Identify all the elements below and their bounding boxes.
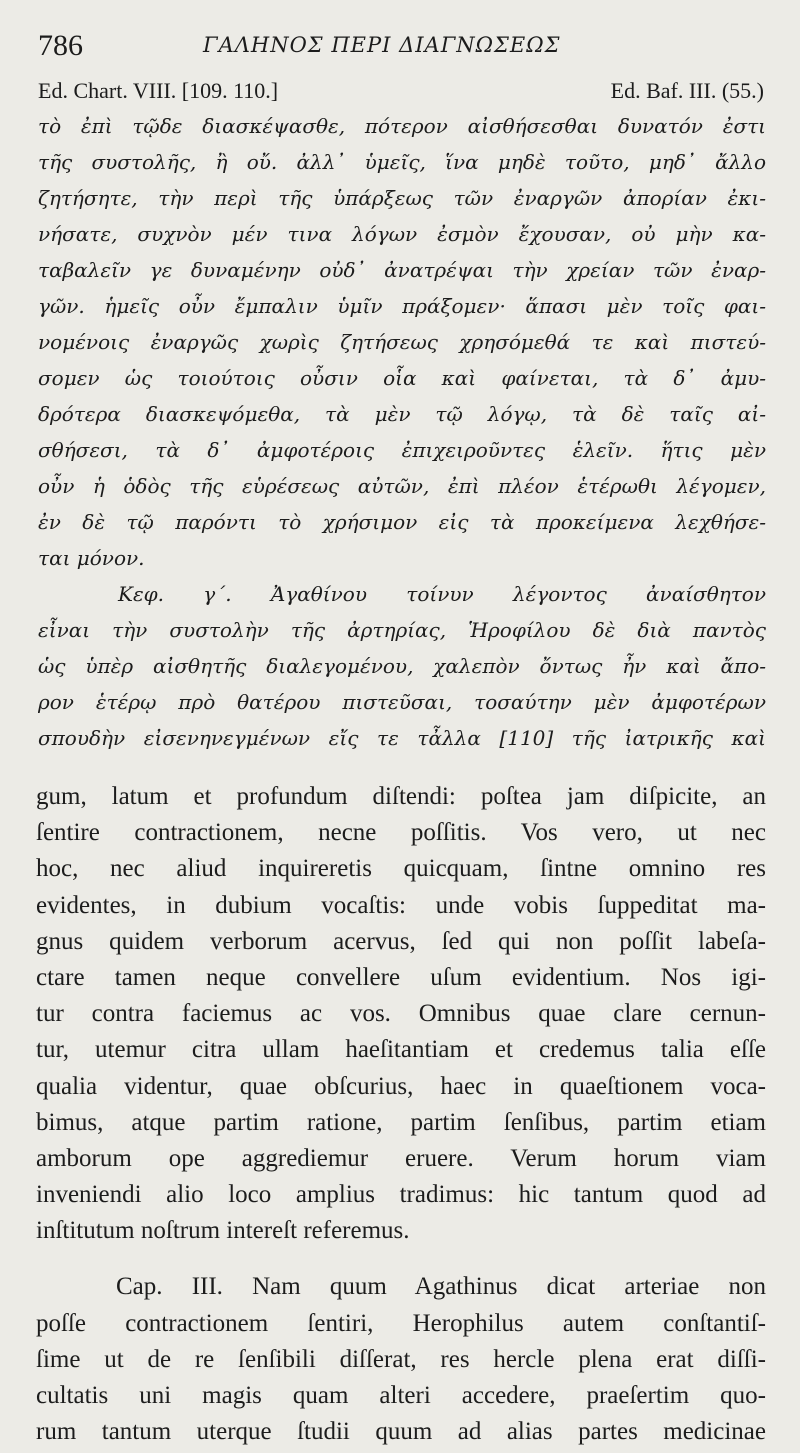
greek-line: τῆς συστολῆς, ἢ οὔ. ἀλλ᾽ ὑμεῖς, ἵνα μηδὲ τοῦτο, μηδ᾽ ἄλλο	[38, 150, 766, 174]
edition-chartier: Ed. Chart. VIII. [109. 110.]	[38, 78, 279, 103]
latin-line: inſtitutum noſtrum intereſt referemus.	[36, 1217, 410, 1245]
latin-line: hoc, nec aliud inquireretis quicquam, ſintne omnino res	[36, 855, 766, 883]
edition-references	[38, 76, 764, 106]
greek-line: νήσατε, συχνὸν μέν τινα λόγων ἐσμὸν ἔχουσαν, οὐ μὴν κα-	[38, 222, 766, 246]
running-title: ΓΑΛΗΝΟΣ ΠΕΡΙ ΔΙΑΓΝΩΣΕΩΣ	[203, 33, 561, 57]
greek-line: νομένοις ἐναργῶς χωρὶς ζητήσεως χρησόμεθά τε καὶ πιστεύ-	[38, 330, 766, 354]
greek-line: ζητήσητε, τὴν περὶ τῆς ὑπάρξεως τῶν ἐναργῶν ἀπορίαν ἐκι-	[38, 186, 766, 210]
greek-line: ὡς ὑπὲρ αἰσθητῆς διαλεγομένου, χαλεπὸν ὄντως ἦν καὶ ἄπο-	[38, 654, 766, 678]
latin-text-block	[36, 779, 766, 1450]
page-header	[38, 26, 768, 70]
greek-line: τὸ ἐπὶ τῷδε διασκέψασθε, πότερον αἰσθήσεσθαι δυνατόν ἐστι	[38, 114, 766, 138]
greek-line: οὖν ἡ ὁδὸς τῆς εὑρέσεως αὐτῶν, ἐπὶ πλέον ἑτέρωθι λέγομεν,	[38, 474, 766, 498]
paragraph-gap	[36, 1249, 766, 1269]
latin-line: cultatis uni magis quam alteri accedere, praeſertim quo-	[36, 1382, 766, 1409]
latin-line: ſentire contractionem, necne poſſitis. Vos vero, ut nec	[36, 819, 766, 847]
greek-text-block	[38, 108, 766, 756]
greek-line: εἶναι τὴν συστολὴν τῆς ἀρτηρίας, Ἡροφίλου δὲ διὰ παντὸς	[38, 618, 766, 642]
latin-line: ctare tamen neque convellere uſum evidentium. Nos igi-	[36, 963, 766, 991]
greek-line: ρον ἑτέρῳ πρὸ θατέρου πιστεῦσαι, τοσαύτην μὲν ἀμφοτέρων	[38, 690, 766, 714]
latin-line: inveniendi alio loco amplius tradimus: hic tantum quod ad	[36, 1181, 766, 1209]
greek-chapter-heading-line: Κεφ. γ΄. Ἀγαθίνου τοίνυν λέγοντος ἀναίσθητον	[118, 582, 766, 606]
page-number: 786	[38, 29, 83, 62]
greek-line: δρότερα διασκεψόμεθα, τὰ μὲν τῷ λόγῳ, τὰ δὲ ταῖς αἰ-	[38, 402, 766, 426]
latin-line: gnus quidem verborum acervus, ſed qui non poſſit labeſa-	[36, 927, 766, 955]
latin-line: evidentes, in dubium vocaſtis: unde vobis ſuppeditat ma-	[36, 891, 766, 919]
greek-line: σπουδὴν εἰσενηνεγμένων εἴς τε τἆλλα [110] τῆς ἰατρικῆς καὶ	[38, 726, 766, 750]
greek-line: ται μόνον.	[38, 546, 145, 570]
latin-line: qualia videntur, quae obſcurius, haec in quaeſtionem voca-	[36, 1072, 766, 1100]
latin-line: rum tantum uterque ſtudii quum ad alias partes medicinae	[36, 1418, 766, 1446]
latin-line: ſime ut de re ſenſibili diſſerat, res hercle plena erat diſſi-	[36, 1345, 766, 1373]
latin-line: gum, latum et profundum diſtendi: poſtea jam diſpicite, an	[36, 783, 766, 810]
latin-line: bimus, atque partim ratione, partim ſenſibus, partim etiam	[36, 1108, 766, 1136]
greek-line: σομεν ὡς τοιούτοις οὖσιν οἷα καὶ φαίνεται, τὰ δ᾽ ἀμυ-	[38, 366, 766, 390]
greek-line: ἐν δὲ τῷ παρόντι τὸ χρήσιμον εἰς τὰ προκείμενα λεχθήσε-	[38, 510, 766, 534]
latin-line: tur contra faciemus ac vos. Omnibus quae clare cernun-	[36, 1000, 766, 1028]
edition-basel: Ed. Baf. III. (55.)	[610, 78, 764, 103]
greek-line: σθήσεσι, τὰ δ᾽ ἀμφοτέροις ἐπιχειροῦντες ἑλεῖν. ἥτις μὲν	[38, 438, 766, 462]
greek-line: ταβαλεῖν γε δυναμένην οὐδ᾽ ἀνατρέψαι τὴν χρείαν τῶν ἐναρ-	[38, 258, 766, 282]
latin-chapter-heading-line: Cap. III. Nam quum Agathinus dicat arteriae non	[116, 1273, 766, 1301]
latin-line: amborum ope aggrediemur eruere. Verum horum viam	[36, 1144, 766, 1172]
latin-line: poſſe contractionem ſentiri, Herophilus autem conſtantiſ-	[36, 1309, 766, 1337]
greek-line: γῶν. ἡμεῖς οὖν ἔμπαλιν ὑμῖν πράξομεν· ἅπασι μὲν τοῖς φαι-	[38, 294, 766, 318]
latin-line: tur, utemur citra ullam haeſitantiam et credemus talia eſſe	[36, 1036, 766, 1064]
